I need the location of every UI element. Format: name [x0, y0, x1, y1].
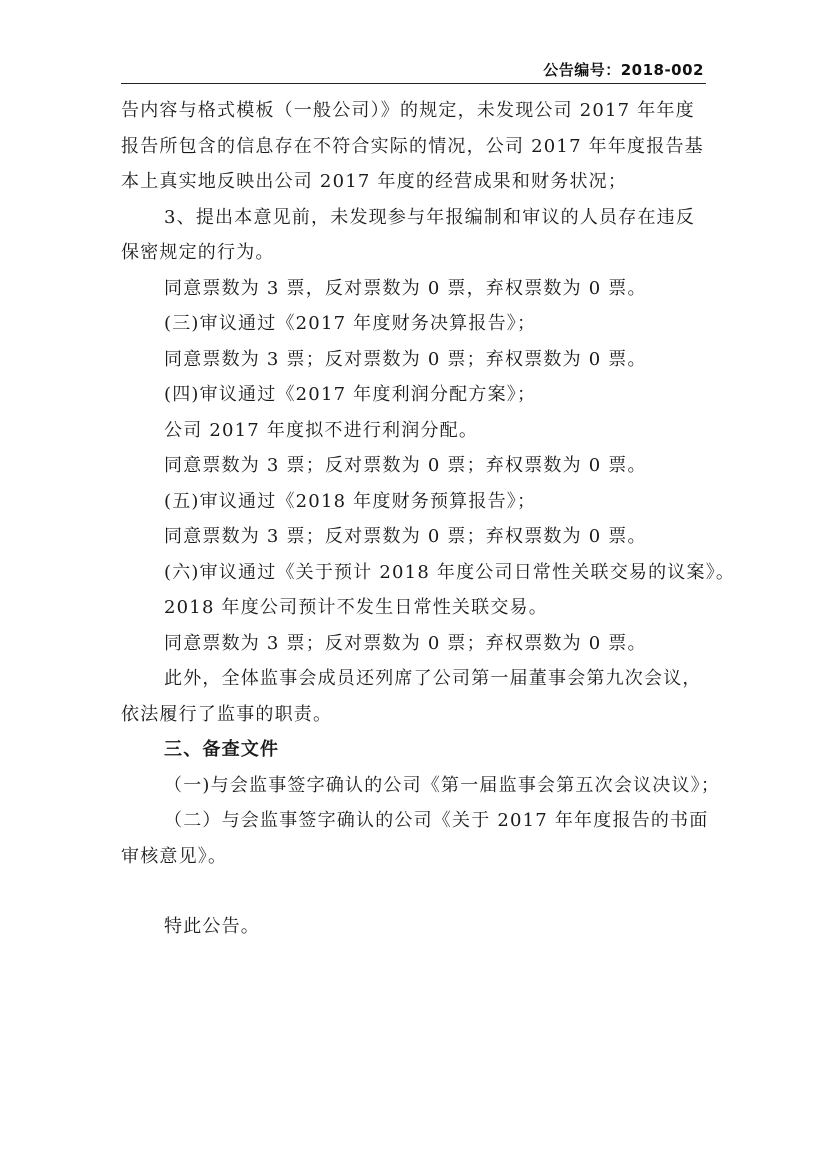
paragraph-line: 本上真实地反映出公司 2017 年度的经营成果和财务状况；: [121, 171, 628, 192]
resolution-item: (五)审议通过《2018 年度财务预算报告》；: [164, 490, 537, 512]
resolution-item: (六)审议通过《关于预计 2018 年度公司日常性关联交易的议案》。: [164, 561, 736, 583]
section-heading: 三、备查文件: [164, 739, 280, 760]
paragraph-line: 告内容与格式模板（一般公司）》的规定，未发现公司 2017 年年度: [121, 100, 695, 121]
vote-result: 同意票数为 3 票；反对票数为 0 票；弃权票数为 0 票。: [164, 632, 647, 654]
paragraph-line: 审核意见》。: [121, 845, 228, 867]
announcement-number: 公告编号：2018-002: [543, 61, 704, 79]
vote-result: 同意票数为 3 票；反对票数为 0 票；弃权票数为 0 票。: [164, 455, 647, 476]
resolution-item: (四)审议通过《2017 年度利润分配方案》；: [164, 384, 537, 405]
closing-statement: 特此公告。: [164, 916, 260, 937]
paragraph-line: 保密规定的行为。: [121, 242, 275, 263]
reference-document-item: （一)与会监事签字确认的公司《第一届监事会第五次会议决议》；: [164, 774, 721, 796]
vote-result: 同意票数为 3 票，反对票数为 0 票，弃权票数为 0 票。: [164, 277, 647, 299]
paragraph-line: 此外，全体监事会成员还列席了公司第一届董事会第九次会议，: [164, 668, 702, 689]
reference-document-item: （二）与会监事签字确认的公司《关于 2017 年年度报告的书面: [164, 810, 709, 831]
header-divider: [121, 83, 706, 84]
paragraph-line: 3、提出本意见前，未发现参与年报编制和审议的人员存在违反: [164, 206, 696, 228]
vote-result: 同意票数为 3 票；反对票数为 0 票；弃权票数为 0 票。: [164, 526, 647, 547]
paragraph-line: 报告所包含的信息存在不符合实际的情况，公司 2017 年年度报告基: [121, 135, 704, 157]
spacer: [121, 874, 711, 909]
resolution-item: (三)审议通过《2017 年度财务决算报告》；: [164, 313, 537, 334]
paragraph-line: 2018 年度公司预计不发生日常性关联交易。: [164, 597, 548, 618]
vote-result: 同意票数为 3 票；反对票数为 0 票；弃权票数为 0 票。: [164, 348, 647, 370]
paragraph-line: 依法履行了监事的职责。: [121, 703, 333, 725]
paragraph-line: 公司 2017 年度拟不进行利润分配。: [164, 419, 479, 441]
document-body: [121, 93, 736, 945]
